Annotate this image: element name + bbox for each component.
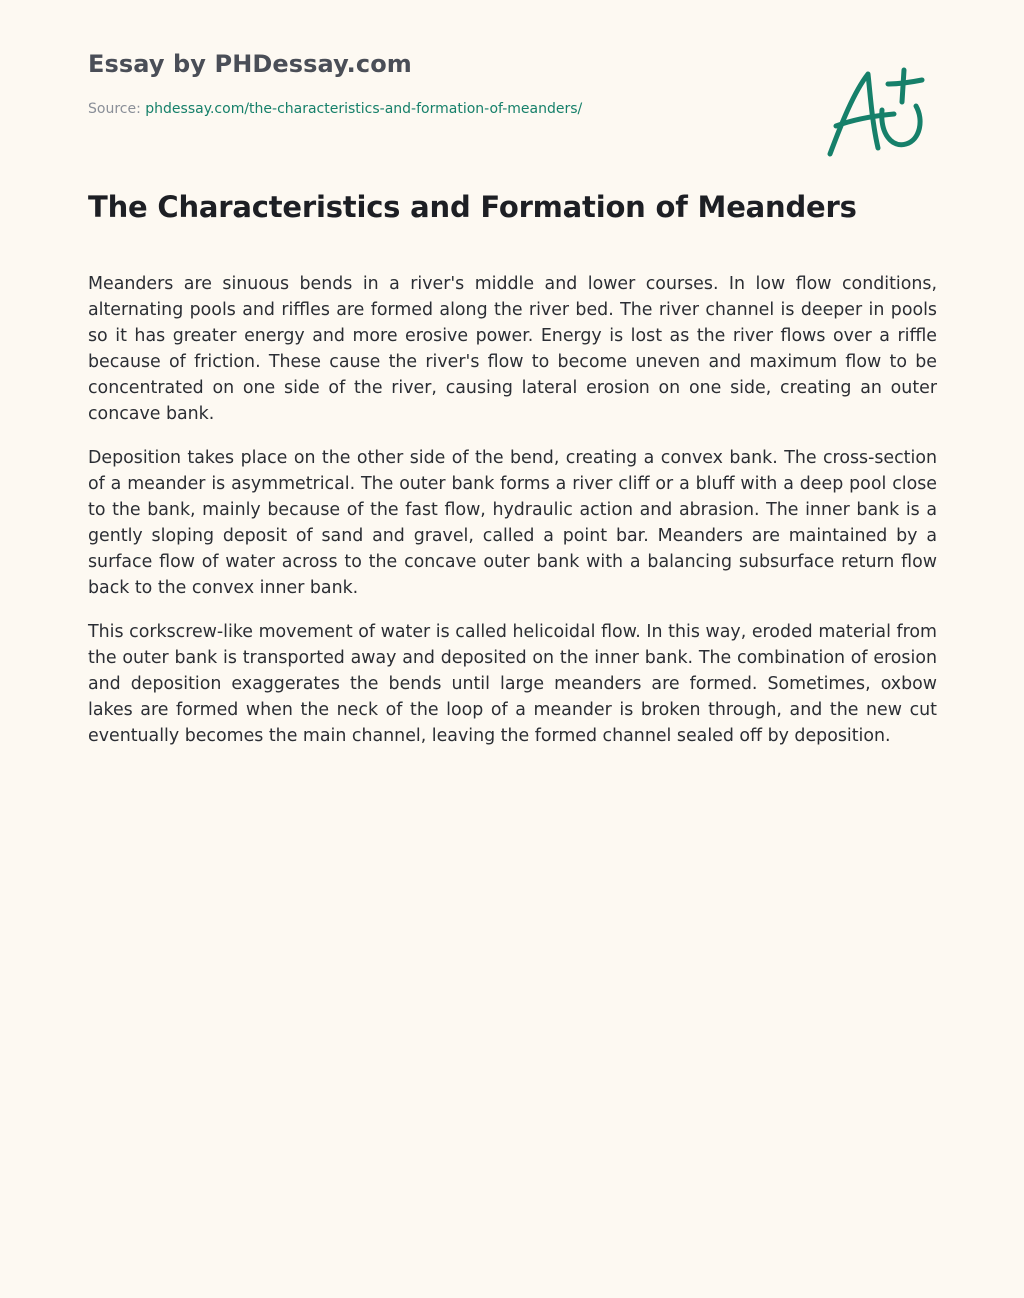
source-link[interactable]: phdessay.com/the-characteristics-and-formation-of-meanders/ bbox=[145, 101, 583, 117]
essay-paragraph: Deposition takes place on the other side of the bend, creating a convex bank. The cross-section of a meander is asymmetrical. The outer bank forms a river cliff or a bluff with a deep pool close to the bank, mainly because of the fast flow, hydraulic action and abrasion. The inner bank is a gently sloping deposit of sand and gravel, called a point bar. Meanders are maintained by a surface flow of water across to the concave outer bank with a balancing subsurface return flow back to the convex inner bank. bbox=[88, 448, 937, 598]
essay-title: The Characteristics and Formation of Meanders bbox=[88, 190, 857, 224]
essay-paragraph: This corkscrew-like movement of water is called helicoidal flow. In this way, eroded material from the outer bank is transported away and deposited on the inner bank. The combination of erosion and deposition exaggerates the bends until large meanders are formed. Sometimes, oxbow lakes are formed when the neck of the loop of a meander is broken through, and the new cut eventually becomes the main channel, leaving the formed channel sealed off by deposition. bbox=[88, 622, 937, 746]
essay-body bbox=[88, 271, 937, 767]
essay-paragraph: Meanders are sinuous bends in a river's middle and lower courses. In low flow conditions, alternating pools and riffles are formed along the river bed. The river channel is deeper in pools so it has greater energy and more erosive power. Energy is lost as the river flows over a riffle because of friction. These cause the river's flow to become uneven and maximum flow to be concentrated on one side of the river, causing lateral erosion on one side, creating an outer concave bank. bbox=[88, 274, 937, 424]
source-line bbox=[88, 101, 582, 117]
source-label: Source: bbox=[88, 101, 141, 117]
a-plus-grade-icon bbox=[822, 62, 932, 162]
site-brand: Essay by PHDessay.com bbox=[88, 50, 412, 78]
